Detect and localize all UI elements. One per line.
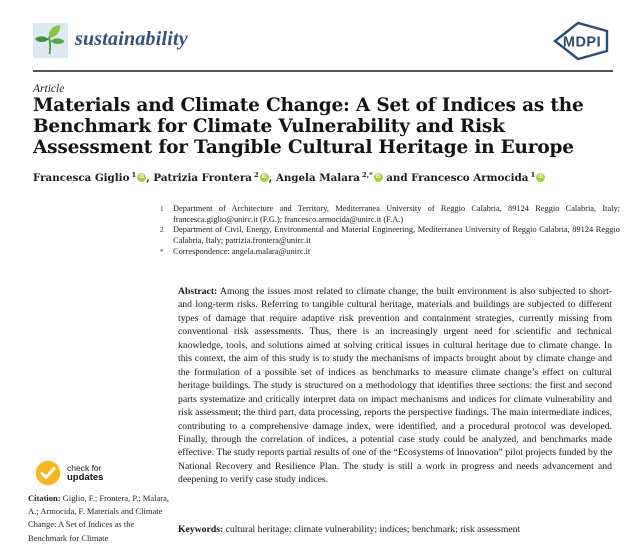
- author-separator: and: [382, 172, 412, 184]
- page-title: Materials and Climate Change: A Set of Indices as the Benchmark for Climate Vulnerability and Risk Assessment for Tangible Cultural Heritage in Europe: [33, 95, 584, 158]
- journal-logo[interactable]: [33, 23, 68, 58]
- affiliation-text: Department of Architecture and Territory, Mediterranea University of Reggio Calabria, 89124 Reggio Calabria, Italy; francesca.giglio@unirc.it (F.G.); francesco.armocida@unirc.it (F.A.): [173, 204, 620, 224]
- keywords: [178, 524, 612, 535]
- sprout-icon: [33, 23, 68, 58]
- orcid-icon[interactable]: iD: [261, 174, 267, 180]
- author-name: Francesca Giglio: [33, 172, 130, 184]
- author-sup: 1: [530, 171, 536, 179]
- authors-line: [33, 171, 613, 184]
- author-separator: ,: [268, 172, 276, 184]
- author-sup: 2,*: [361, 171, 373, 179]
- author-name: Francesco Armocida: [411, 172, 529, 184]
- orcid-icon[interactable]: iD: [139, 174, 145, 180]
- affiliation-item: [160, 247, 620, 258]
- affiliation-text: Correspondence: angela.malara@unirc.it: [173, 246, 311, 256]
- author-name: Angela Malara: [275, 172, 360, 184]
- keywords-label: Keywords:: [178, 524, 224, 535]
- affiliation-marker: *: [160, 247, 164, 256]
- article-type-label: Article: [33, 83, 65, 95]
- affiliations-list: [160, 204, 620, 258]
- abstract-label: Abstract:: [178, 286, 218, 297]
- badge-line2: updates: [67, 472, 104, 483]
- badge-line1: check for: [67, 463, 102, 473]
- affiliation-item: [160, 225, 620, 246]
- author-sup: 2: [253, 171, 259, 179]
- abstract: [178, 285, 612, 487]
- citation-text: Giglio, F.; Frontera, P.; Malara, A.; Armocida, F. Materials and Climate Change: A Set of Indices as the Benchmark for Climate: [28, 493, 169, 543]
- affiliation-marker: 2: [160, 226, 164, 235]
- author-name: Patrizia Frontera: [153, 172, 252, 184]
- mdpi-wordmark: MDPI: [562, 34, 602, 51]
- check-for-updates-badge[interactable]: [35, 460, 103, 486]
- journal-name[interactable]: sustainability: [75, 28, 188, 50]
- affiliation-item: [160, 204, 620, 225]
- affiliation-marker: 1: [160, 205, 164, 213]
- orcid-icon[interactable]: iD: [538, 174, 544, 180]
- orcid-icon[interactable]: iD: [375, 174, 381, 180]
- citation-block: [28, 492, 170, 545]
- author-sup: 1: [131, 171, 137, 179]
- abstract-text: Among the issues most related to climate change, the built environment is also subjected to short- and long-term risks. Referring to tangible cultural heritage, materials and buildings are subjected to different types of damage that require adaptive risk prevention and containment strategies, currently missing from conventional risk assessments. Thus, there is an increasingly urgent need for scientific and technical knowledge, tools, and solutions aimed at solving critical issues in cultural heritage due to climate change. In this context, the aim of this study is to study the mechanisms of impacts brought about by climate change and the formulation of a possible set of indices as benchmarks to measure climate change’s effect on cultural heritage buildings. The study is structured on a methodology that identifies three sections: the first and second parts systematize and critically interpret data on impact mechanisms and indices for climate vulnerability and risk assessment; the third part, data processing, reports the perspective findings. The main intermediate indices, contributing to a comprehensive damage index, were identified, and a procedural protocol was developed. Finally, through the correlation of indices, a potential case study could be analyzed, and benchmarks made effective. The study reports partial results of one of the “Ecosystems of Innovation” pilot projects funded by the National Recovery and Resilience Plan. The study is still a work in progress and needs advancement and deepening to verify case study indices.: [178, 286, 612, 486]
- badge-text: [67, 463, 103, 483]
- checkmark-icon: [35, 460, 61, 486]
- mdpi-logo[interactable]: [551, 20, 615, 62]
- affiliation-text: Department of Civil, Energy, Environmental and Material Engineering, Mediterranea University of Reggio Calabria, 89124 Reggio Calabria, Italy; patrizia.frontera@unirc.it: [173, 225, 620, 246]
- citation-label: Citation:: [28, 493, 61, 503]
- author-separator: ,: [146, 172, 154, 184]
- keywords-text: cultural heritage; climate vulnerability; indices; benchmark; risk assessment: [225, 524, 521, 535]
- header-divider: [33, 70, 613, 72]
